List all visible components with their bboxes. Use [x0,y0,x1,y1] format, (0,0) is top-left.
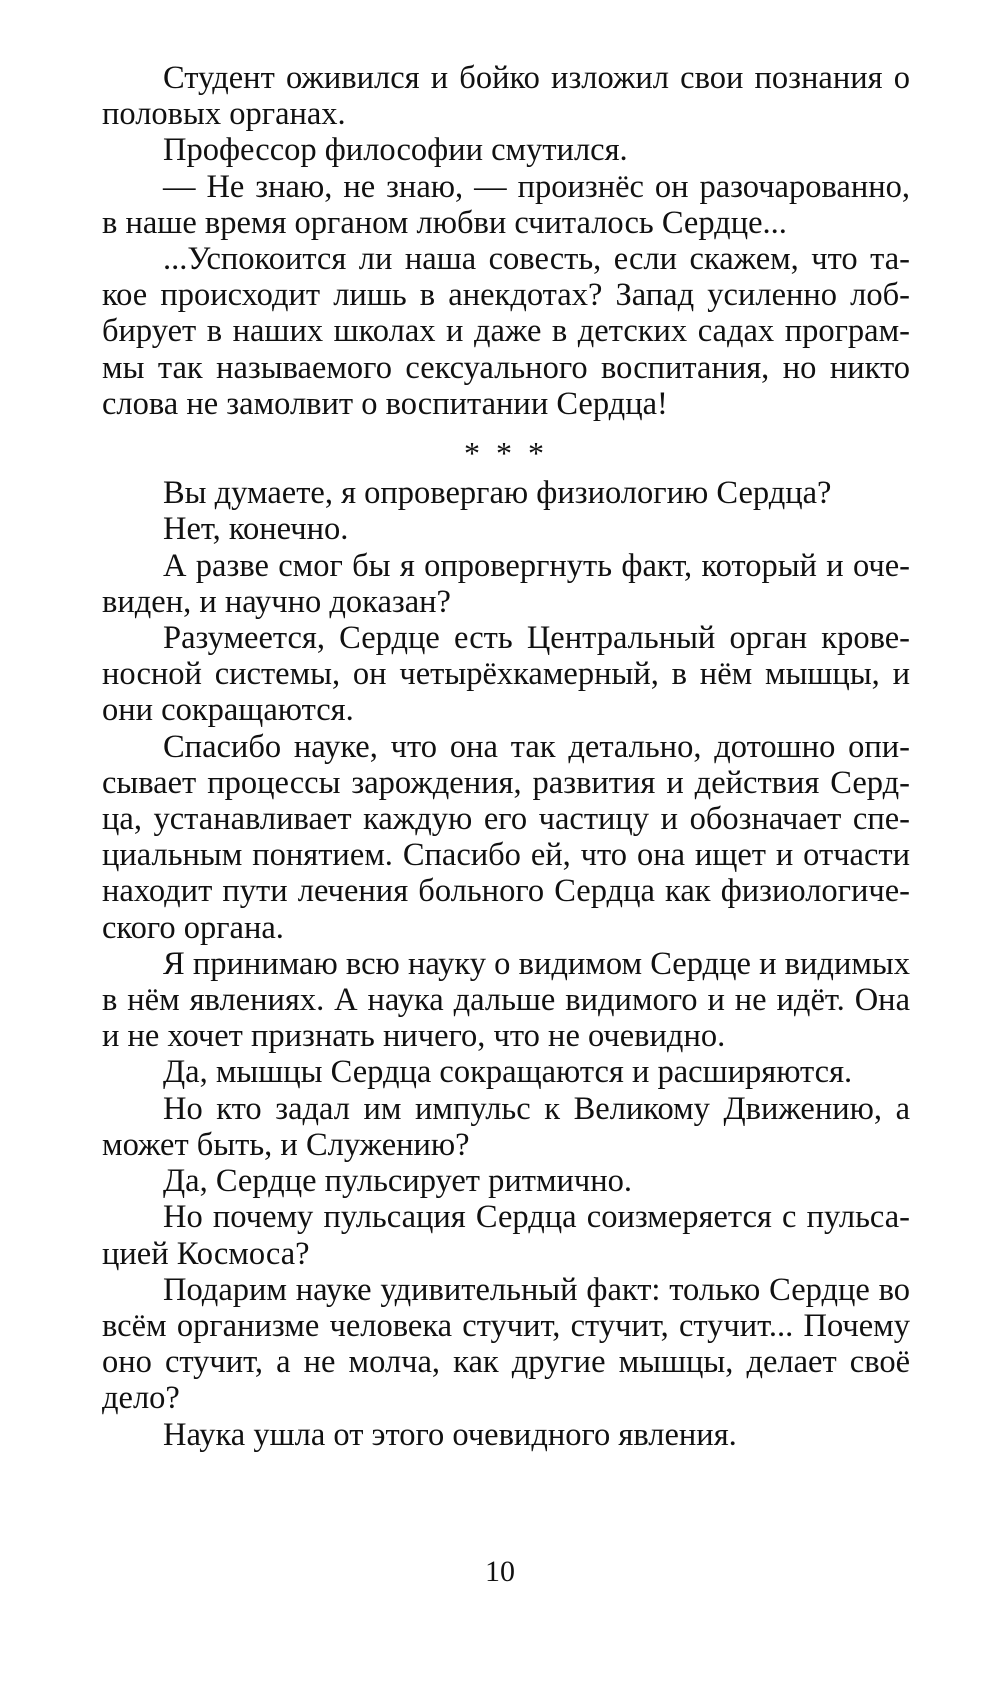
paragraph: Студент оживился и бойко изложил свои познания о половых органах. [102,60,910,133]
paragraph: Но почему пульсация Сердца соизмеряется с пульсацией Космоса? [102,1199,910,1272]
paragraph: Но кто задал им импульс к Великому Движению, а может быть, и Служению? [102,1090,910,1163]
paragraph: Спасибо науке, что она так детально, дотошно описывает процессы зарождения, развития и действия Сердца, устанавливает каждую его частицу и обозначает специальным понятием. Спасибо ей, что она ищет и отчасти находит пути лечения больного Сердца как физиологического органа. [102,728,910,946]
paragraph: Профессор философии смутился. [163,132,628,169]
paragraph: Нет, конечно. [163,511,349,548]
page-text [102,60,910,1453]
paragraph: Вы думаете, я опровергаю физиологию Сердца? [163,475,832,512]
paragraph: Разумеется, Сердце есть Центральный орган кровеносной системы, он четырёхкамерный, в нём мышцы, и они сокращаются. [102,620,910,729]
paragraph: А разве смог бы я опровергнуть факт, который и очевиден, и научно доказан? [102,547,910,620]
paragraph: Да, мышцы Сердца сокращаются и расширяются. [163,1054,853,1091]
paragraph: Наука ушла от этого очевидного явления. [163,1416,737,1453]
paragraph: Да, Сердце пульсирует ритмично. [163,1163,633,1200]
paragraph: Подарим науке удивительный факт: только Сердце во всём организме человека стучит, стучит, стучит... Почему оно стучит, а не молча, как другие мышцы, делает своё дело? [102,1271,910,1417]
paragraph: — Не знаю, не знаю, — произнёс он разочарованно, в наше время органом любви считалось Сердце... [102,168,910,241]
paragraph: ...Успокоится ли наша совесть, если скажем, что такое происходит лишь в анекдотах? Запад усиленно лоббирует в наших школах и даже в детских садах программы так называемого сексуального воспитания, но никто слова не замолвит о воспитании Сердца! [102,241,910,422]
section-separator: * * * [464,435,548,472]
paragraph: Я принимаю всю науку о видимом Сердце и видимых в нём явлениях. А наука дальше видимого и не идёт. Она и не хочет признать ничего, что не очевидно. [102,945,910,1055]
page-number: 10 [485,1555,515,1588]
